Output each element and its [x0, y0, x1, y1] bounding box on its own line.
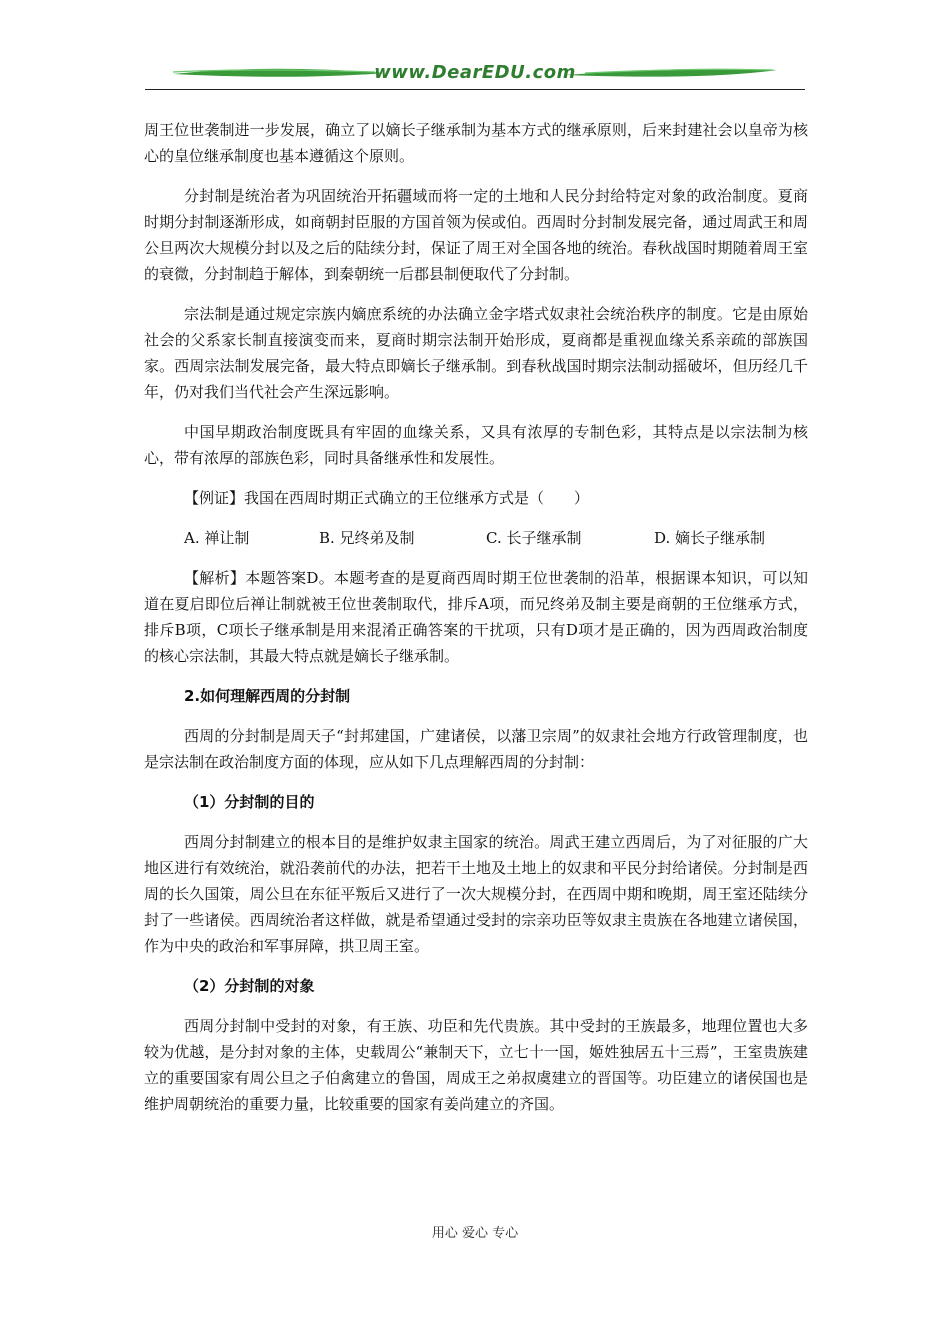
subsection-heading-recipients: （2）分封制的对象 — [184, 977, 315, 995]
page-footer: 用心 爱心 专心 — [431, 1226, 519, 1241]
page-header — [145, 56, 805, 92]
subsection-body-purpose: 西周分封制建立的根本目的是维护奴隶主国家的统治。周武王建立西周后，为了对征服的广大地区进行有效统治，就沿袭前代的办法，把若干土地及土地上的奴隶和平民分封给诸侯。分封制是西周的长久国策，周公旦在东征平叛后又进行了一次大规模分封，在西周中期和晚期，周王室还陆续分封了一些诸侯。西周统治者这样做，就是希望通过受封的宗亲功臣等奴隶主贵族在各地建立诸侯国，作为中央的政治和军事屏障，拱卫周王室。 — [144, 833, 808, 955]
section-intro: 西周的分封制是周天子“封邦建国，广建诸侯，以藩卫宗周”的奴隶社会地方行政管理制度，也是宗法制在政治制度方面的体现，应从如下几点理解西周的分封制： — [144, 727, 808, 771]
subsection-heading-purpose: （1）分封制的目的 — [184, 793, 315, 811]
subsection-body-recipients: 西周分封制中受封的对象，有王族、功臣和先代贵族。其中受封的王族最多，地理位置也大多较为优越，是分封对象的主体，史载周公“兼制天下，立七十一国，姬姓独居五十三焉”，王室贵族建立的重要国家有周公旦之子伯禽建立的鲁国，周成王之弟叔虞建立的晋国等。功臣建立的诸侯国也是维护周朝统治的重要力量，比较重要的国家有姜尚建立的齐国。 — [144, 1017, 808, 1113]
option-a: A. 禅让制 — [184, 529, 250, 547]
section-heading: 2.如何理解西周的分封制 — [184, 687, 351, 705]
paragraph-patriarchal-clan: 宗法制是通过规定宗族内嫡庶系统的办法确立金字塔式奴隶社会统治秩序的制度。它是由原始社会的父系家长制直接演变而来，夏商时期宗法制开始形成，夏商都是重视血缘关系亲疏的部族国家。西周宗法制发展完备，最大特点即嫡长子继承制。到春秋战国时期宗法制动摇破坏，但历经几千年，仍对我们当代社会产生深远影响。 — [144, 305, 808, 401]
paragraph-royal-succession: 周王位世袭制进一步发展，确立了以嫡长子继承制为基本方式的继承原则，后来封建社会以皇帝为核心的皇位继承制度也基本遵循这个原则。 — [144, 121, 808, 165]
analysis-paragraph: 【解析】本题答案D。本题考查的是夏商西周时期王位世袭制的沿革，根据课本知识，可以知道在夏启即位后禅让制就被王位世袭制取代，排斥A项，而兄终弟及制主要是商朝的王位继承方式，排斥B项，C项长子继承制是用来混淆正确答案的干扰项，只有D项才是正确的，因为西周政治制度的核心宗法制，其最大特点就是嫡长子继承制。 — [144, 569, 808, 665]
site-logo-text: www.DearEDU.com — [374, 62, 576, 83]
option-c: C. 长子继承制 — [486, 529, 582, 547]
option-b: B. 兄终弟及制 — [319, 529, 415, 547]
paragraph-enfeoffment: 分封制是统治者为巩固统治开拓疆域而将一定的土地和人民分封给特定对象的政治制度。夏商时期分封制逐渐形成，如商朝封臣服的方国首领为侯或伯。西周时分封制发展完备，通过周武王和周公旦两次大规模分封以及之后的陆续分封，保证了周王对全国各地的统治。春秋战国时期随着周王室的衰微，分封制趋于解体，到秦朝统一后郡县制便取代了分封制。 — [144, 187, 808, 283]
answer-options — [144, 525, 808, 551]
paragraph-early-politics: 中国早期政治制度既具有牢固的血缘关系，又具有浓厚的专制色彩，其特点是以宗法制为核心，带有浓厚的部族色彩，同时具备继承性和发展性。 — [144, 423, 808, 467]
example-question: 【例证】我国在西周时期正式确立的王位继承方式是（ ） — [184, 489, 590, 507]
header-rule — [145, 89, 805, 90]
document-body — [144, 117, 808, 1117]
option-d: D. 嫡长子继承制 — [654, 529, 766, 547]
